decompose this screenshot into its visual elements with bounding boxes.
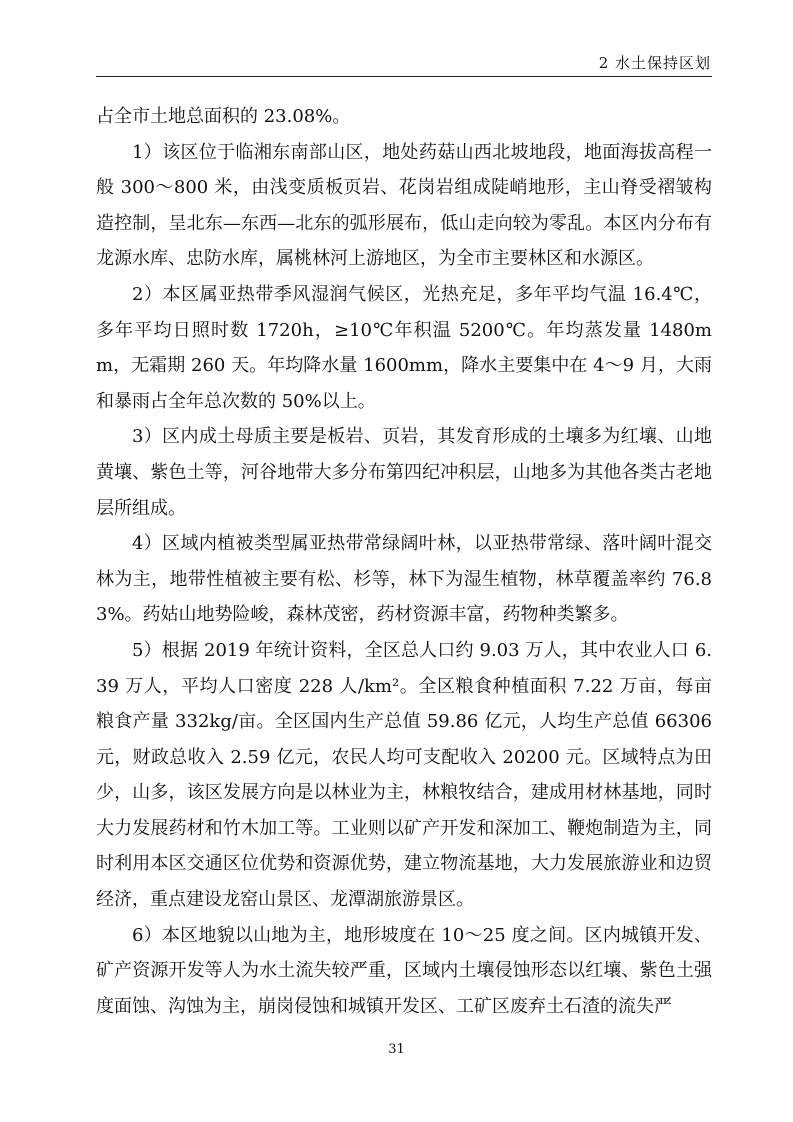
paragraph-socioeconomic: 5）根据 2019 年统计资料，全区总人口约 9.03 万人，其中农业人口 6.39 万人，平均人口密度 228 人/km²。全区粮食种植面积 7.22 万亩，每亩粮食产量 332kg/亩。全区国内生产总值 59.86 亿元，人均生产总值 66306 元，财政总收入 2.59 亿元，农民人均可支配收入 20200 元。区域特点为田少，山多，该区发展方向是以林业为主，林粮牧结合，建成用材林基地，同时大力发展药材和竹木加工等。工业则以矿产开发和深加工、鞭炮制造为主，同时利用本区交通区位优势和资源优势，建立物流基地，大力发展旅游业和边贸经济，重点建设龙窑山景区、龙潭湖旅游景区。 [96,639,712,911]
body-text [96,99,712,1024]
paragraph-location: 1）该区位于临湘东南部山区，地处药菇山西北坡地段，地面海拔高程一般 300～800 米，由浅变质板页岩、花岗岩组成陡峭地形，主山脊受褶皱构造控制，呈北东—东西—北东的弧形展布，低山走向较为零乱。本区内分布有龙源水库、忠防水库，属桃林河上游地区，为全市主要林区和水源区。 [96,141,712,270]
paragraph-erosion: 6）本区地貌以山地为主，地形坡度在 10～25 度之间。区内城镇开发、矿产资源开发等人为水土流失较严重，区域内土壤侵蚀形态以红壤、紫色土强度面蚀、沟蚀为主，崩岗侵蚀和城镇开发区、工矿区废弃土石渣的流失严 [96,924,712,1017]
paragraph-continuation: 占全市土地总面积的 23.08%。 [96,106,351,127]
paragraph-soil: 3）区内成土母质主要是板岩、页岩，其发育形成的土壤多为红壤、山地黄壤、紫色土等，河谷地带大多分布第四纪冲积层，山地多为其他各类古老地层所组成。 [96,426,712,519]
paragraph-vegetation: 4）区域内植被类型属亚热带常绿阔叶林，以亚热带常绿、落叶阔叶混交林为主，地带性植被主要有松、杉等，林下为湿生植物，林草覆盖率约 76.83%。药姑山地势险峻，森林茂密，药材资源丰富，药物种类繁多。 [96,533,712,626]
page-number: 31 [388,1042,405,1057]
running-header: 2 水土保持区划 [598,54,711,72]
header-divider [96,76,712,77]
paragraph-climate: 2）本区属亚热带季风湿润气候区，光热充足，多年平均气温 16.4℃，多年平均日照时数 1720h，≥10℃年积温 5200℃。年均蒸发量 1480mm，无霜期 260 天。年均降水量 1600mm，降水主要集中在 4～9 月，大雨和暴雨占全年总次数的 50%以上。 [96,283,712,412]
